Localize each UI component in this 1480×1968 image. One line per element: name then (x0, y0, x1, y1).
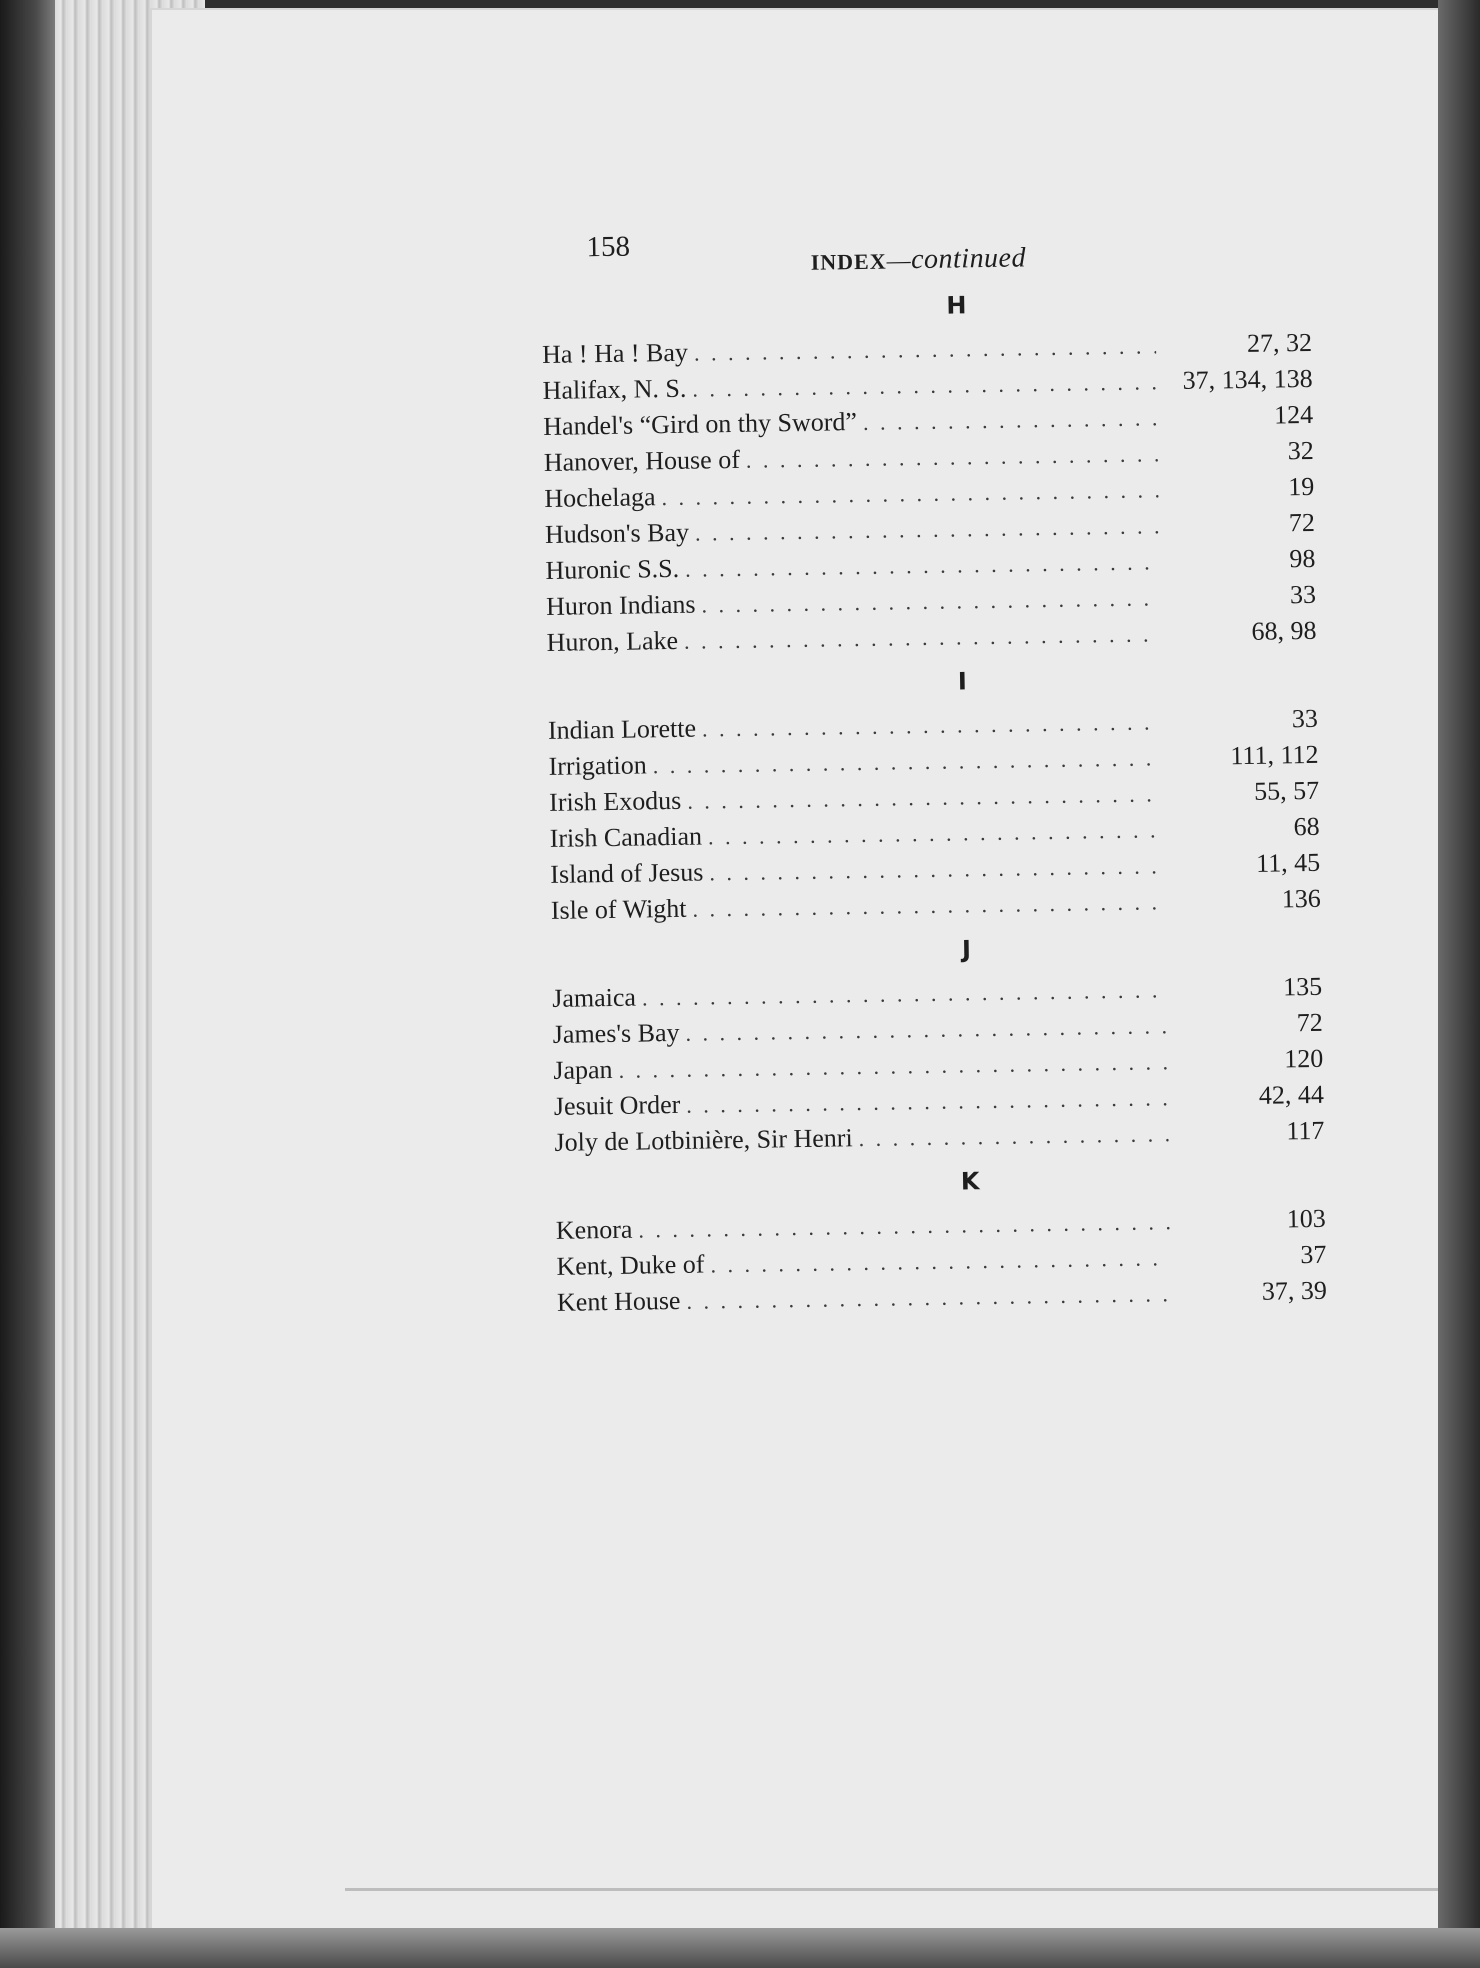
dot-leader (695, 513, 1159, 546)
entry-term: Irish Canadian (549, 821, 703, 853)
entry-term: Irish Exodus (548, 785, 682, 817)
dot-leader (858, 1121, 1168, 1152)
entry-pages: 27, 32 (1246, 327, 1313, 358)
entry-pages: 33 (1291, 703, 1319, 734)
dot-leader (702, 709, 1162, 742)
entry-term: Handel's “Gird on thy Sword” (543, 407, 858, 441)
entry-term: Huron Indians (545, 589, 696, 621)
entry-pages: 37, 134, 138 (1182, 363, 1313, 395)
dot-leader (709, 853, 1164, 886)
entry-term: Kent House (556, 1285, 681, 1317)
entry-pages: 42, 44 (1258, 1079, 1325, 1110)
section-letter: K (960, 1167, 980, 1196)
entry-term: Kenora (555, 1214, 633, 1245)
entry-term: James's Bay (552, 1017, 680, 1049)
dot-leader (686, 1281, 1171, 1315)
index-section-h (541, 286, 1317, 664)
dot-leader (694, 333, 1157, 366)
dot-leader (653, 745, 1163, 779)
page-header (540, 208, 1311, 290)
entry-pages: 68, 98 (1251, 615, 1317, 646)
entry-pages: 37, 39 (1261, 1275, 1328, 1306)
dot-leader (708, 817, 1164, 850)
entry-term: Hochelaga (544, 482, 656, 513)
dot-leader (684, 621, 1161, 654)
entry-term: Huron, Lake (546, 625, 679, 657)
dot-leader (661, 477, 1158, 511)
entry-term: Jesuit Order (553, 1089, 681, 1121)
entry-term: Japan (553, 1054, 613, 1085)
index-section-k (555, 1162, 1327, 1324)
dot-leader (863, 405, 1158, 436)
entry-term: Irrigation (548, 750, 647, 781)
entry-term: Island of Jesus (550, 857, 704, 889)
entry-term: Indian Lorette (547, 713, 697, 745)
entry-term: Hudson's Bay (544, 517, 690, 549)
dot-leader (685, 549, 1160, 582)
entry-pages: 33 (1289, 579, 1317, 610)
entry-pages: 124 (1273, 399, 1314, 430)
running-head-dash: — (886, 248, 912, 275)
entry-pages: 98 (1289, 543, 1316, 574)
dot-leader (710, 1245, 1170, 1278)
dot-leader (746, 441, 1158, 473)
dot-leader (686, 1085, 1168, 1119)
dot-leader (692, 889, 1165, 922)
dot-leader (692, 369, 1157, 402)
section-letter: I (957, 667, 967, 696)
book-cover-edge-bottom (0, 1928, 1480, 1968)
index-section-j (551, 930, 1324, 1164)
entry-term: Ha ! Ha ! Bay (541, 337, 689, 369)
entry-pages: 136 (1281, 883, 1321, 914)
entry-pages: 117 (1286, 1115, 1325, 1146)
entry-pages: 32 (1287, 435, 1314, 466)
entry-pages: 72 (1288, 507, 1316, 538)
entry-pages: 72 (1296, 1007, 1323, 1038)
page-number: 158 (586, 230, 631, 264)
entry-term: Huronic S.S. (545, 553, 680, 585)
book-cover-edge-right (1438, 0, 1480, 1968)
running-head-italic: continued (910, 242, 1027, 276)
dot-leader (638, 1209, 1170, 1243)
entry-term: Hanover, House of (543, 444, 741, 477)
entry-pages: 68 (1293, 811, 1320, 842)
dot-leader (618, 1049, 1167, 1084)
dot-leader (642, 977, 1167, 1011)
index-content (540, 208, 1327, 1334)
entry-pages: 11, 45 (1255, 847, 1321, 878)
entry-pages: 37 (1300, 1239, 1327, 1270)
entry-term: Isle of Wight (550, 893, 687, 925)
entry-term: Joly de Lotbinière, Sir Henri (554, 1123, 853, 1157)
running-head (810, 242, 1026, 277)
entry-pages: 135 (1282, 971, 1323, 1002)
entry-pages: 55, 57 (1253, 775, 1320, 806)
entry-term: Halifax, N. S. (542, 373, 687, 405)
section-letter: H (946, 291, 967, 320)
book-binding-edge (0, 0, 60, 1968)
entry-term: Kent, Duke of (556, 1249, 705, 1281)
dot-leader (685, 1013, 1167, 1047)
entry-pages: 19 (1288, 471, 1315, 502)
entry-pages: 103 (1286, 1203, 1327, 1234)
entry-term: Jamaica (552, 982, 637, 1013)
dot-leader (687, 781, 1163, 814)
section-letter: J (961, 935, 972, 964)
index-section-i (547, 662, 1321, 932)
running-head-main: INDEX (810, 248, 887, 275)
dot-leader (701, 585, 1160, 618)
entry-pages: 111, 112 (1230, 739, 1319, 771)
entry-pages: 120 (1284, 1043, 1324, 1074)
